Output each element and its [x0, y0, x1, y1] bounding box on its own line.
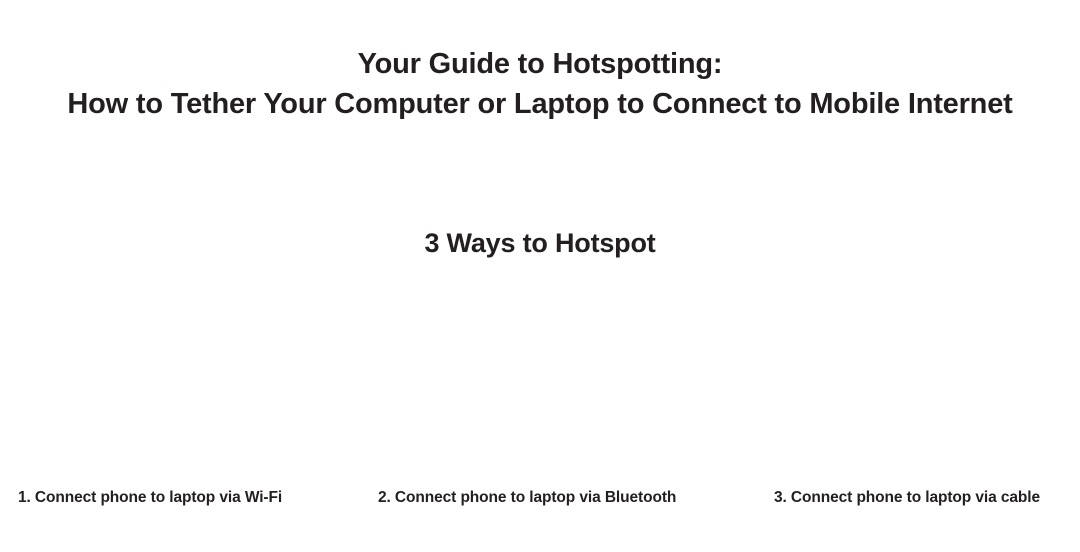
page-title: [0, 44, 1080, 124]
section-heading: 3 Ways to Hotspot: [424, 228, 656, 258]
page-title-line-2: How to Tether Your Computer or Laptop to Connect to Mobile Internet: [67, 88, 1013, 120]
caption-wifi: 1. Connect phone to laptop via Wi-Fi: [18, 489, 283, 506]
caption-row: [0, 487, 1080, 511]
caption-bluetooth: 2. Connect phone to laptop via Bluetooth: [378, 489, 677, 506]
caption-cable: 3. Connect phone to laptop via cable: [774, 489, 1040, 506]
page-title-line-1: Your Guide to Hotspotting:: [357, 48, 723, 80]
